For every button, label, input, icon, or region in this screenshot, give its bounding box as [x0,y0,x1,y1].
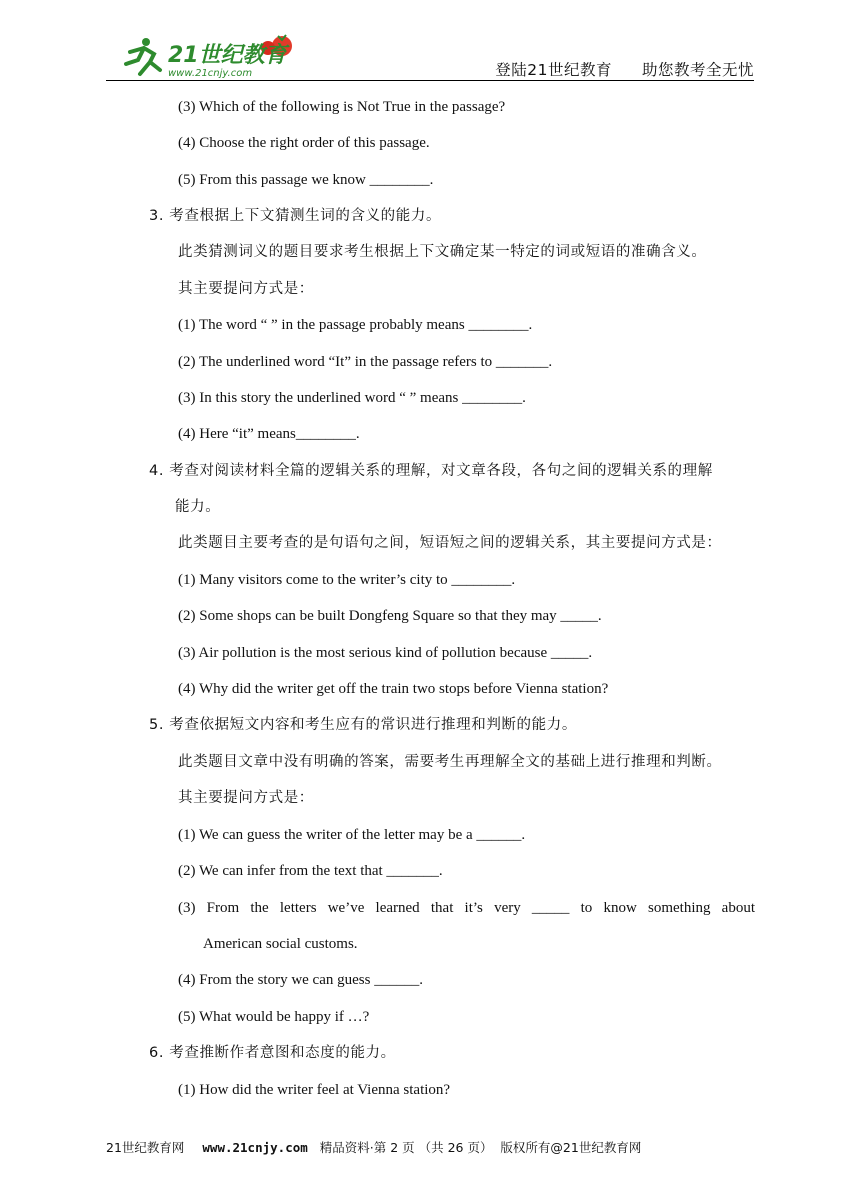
text-line: (4) Here “it” means________. [178,426,360,442]
slogan-left: 登陆21世纪教育 [495,61,612,79]
header-slogan [495,58,754,80]
text-line: 此类题目主要考查的是句语句之间，短语短之间的逻辑关系，其主要提问方式是： [178,535,722,551]
text-line: American social customs. [203,936,358,952]
slogan-right: 助您教考全无忧 [641,61,754,79]
footer-page-info: 精品资料·第 2 页 （共 26 页） [319,1140,493,1155]
text-line: (3) Air pollution is the most serious kind of pollution because _____. [178,645,593,661]
footer-copyright: 版权所有@21世纪教育网 [500,1140,642,1155]
logo-text: 21世纪教育 [168,43,287,68]
text-line: (1) How did the writer feel at Vienna station? [178,1082,451,1098]
text-line: (3) Which of the following is Not True in the passage? [178,99,506,115]
text-line: 5. 考查依据短文内容和考生应有的常识进行推理和判断的能力。 [149,717,577,733]
text-line: (1) We can guess the writer of the letter may be a ______. [178,827,526,843]
text-line: (4) Why did the writer get off the train two stops before Vienna station? [178,681,609,697]
text-line: (4) From the story we can guess ______. [178,972,423,988]
text-line: (2) The underlined word “It” in the passage refers to _______. [178,354,553,370]
text-line: 此类猜测词义的题目要求考生根据上下文确定某一特定的词或短语的准确含义。 [178,244,707,260]
text-line: 此类题目文章中没有明确的答案，需要考生再理解全文的基础上进行推理和判断。 [178,754,722,770]
text-line: 6. 考查推断作者意图和态度的能力。 [149,1045,396,1061]
text-line: (2) Some shops can be built Dongfeng Square so that they may _____. [178,608,602,624]
page-footer [106,1138,754,1156]
logo-21cnjy [110,30,310,82]
text-line: (5) What would be happy if …? [178,1009,370,1025]
text-line: 其主要提问方式是： [178,281,314,297]
logo-url: www.21cnjy.com [168,68,253,79]
text-line: 4. 考查对阅读材料全篇的逻辑关系的理解，对文章各段，各句之间的逻辑关系的理解 [149,463,713,479]
footer-url[interactable]: www.21cnjy.com [202,1140,308,1155]
text-line: (5) From this passage we know ________. [178,172,434,188]
text-line: 3. 考查根据上下文猜测生词的含义的能力。 [149,208,442,224]
text-line: (4) Choose the right order of this passage. [178,135,430,151]
text-line: (2) We can infer from the text that _______. [178,863,443,879]
text-line: 其主要提问方式是： [178,790,314,806]
page-header [106,28,754,84]
text-line: (1) Many visitors come to the writer’s city to ________. [178,572,516,588]
text-line: (3) In this story the underlined word “ ” means ________. [178,390,526,406]
header-divider [106,80,754,81]
text-line: (1) The word “ ” in the passage probably means ________. [178,317,533,333]
footer-site: 21世纪教育网 [106,1140,185,1155]
text-line: (3) From the letters we’ve learned that it’s very _____ to know something about [178,900,755,916]
text-line: 能力。 [175,499,221,515]
